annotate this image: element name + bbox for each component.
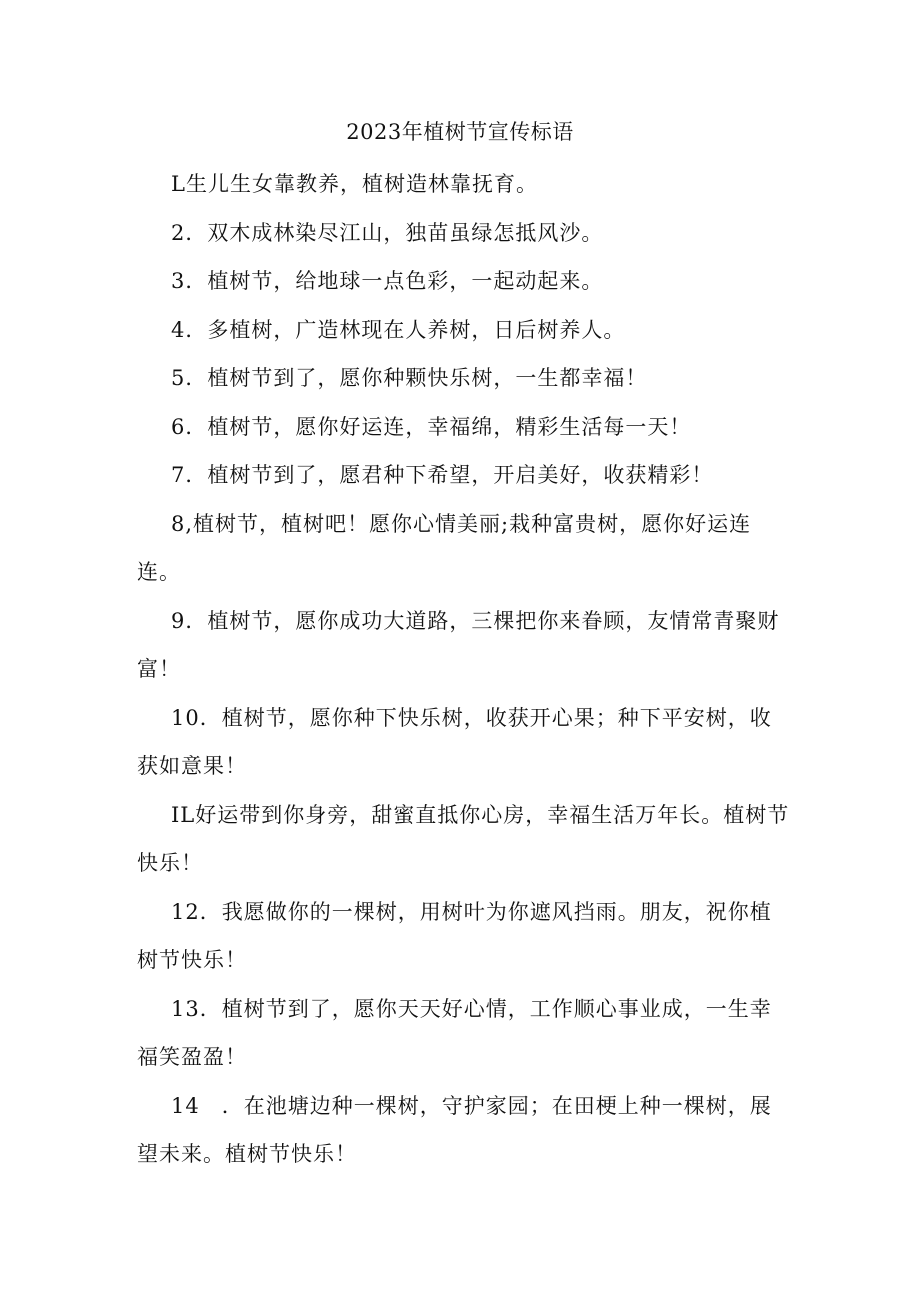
slogan-item-4: 4．多植树，广造林现在人养树，日后树养人。 (171, 317, 626, 342)
slogan-item-8: 8,植树节，植树吧！愿你心情美丽;栽种富贵树，愿你好运连连。 (137, 511, 752, 584)
slogan-item-7: 7．植树节到了，愿君种下希望，开启美好，收获精彩！ (171, 463, 714, 487)
slogan-item-6: 6．植树节，愿你好运连，幸福绵，精彩生活每一天！ (171, 414, 692, 439)
slogan-item-10: 10．植树节，愿你种下快乐树，收获开心果；种下平安树，收获如意果！ (137, 705, 772, 778)
slogan-item-9: 9．植树节，愿你成功大道路，三棵把你来眷顾，友情常青聚财富！ (137, 608, 780, 681)
slogan-item-1: L生儿生女靠教养，植树造林靠抚育。 (171, 172, 538, 196)
slogan-item-5: 5．植树节到了，愿你种颗快乐树，一生都幸福！ (171, 366, 648, 390)
slogan-item-14: 14 ．在池塘边种一棵树，守护家园；在田梗上种一棵树，展望未来。植树节快乐！ (137, 1093, 772, 1166)
page-title: 2023年植树节宣传标语 (346, 120, 574, 144)
slogan-item-2: 2．双木成林染尽江山，独苗虽绿怎抵风沙。 (171, 220, 604, 245)
slogan-item-11: IL好运带到你身旁，甜蜜直抵你心房，幸福生活万年长。植树节快乐！ (137, 802, 790, 875)
slogan-item-13: 13．植树节到了，愿你天天好心情，工作顺心事业成，一生幸福笑盈盈！ (137, 996, 772, 1069)
slogan-list (137, 160, 793, 1179)
slogan-item-3: 3．植树节，给地球一点色彩，一起动起来。 (171, 269, 604, 293)
slogan-item-12: 12．我愿做你的一棵树，用树叶为你遮风挡雨。朋友，祝你植树节快乐！ (137, 899, 772, 972)
